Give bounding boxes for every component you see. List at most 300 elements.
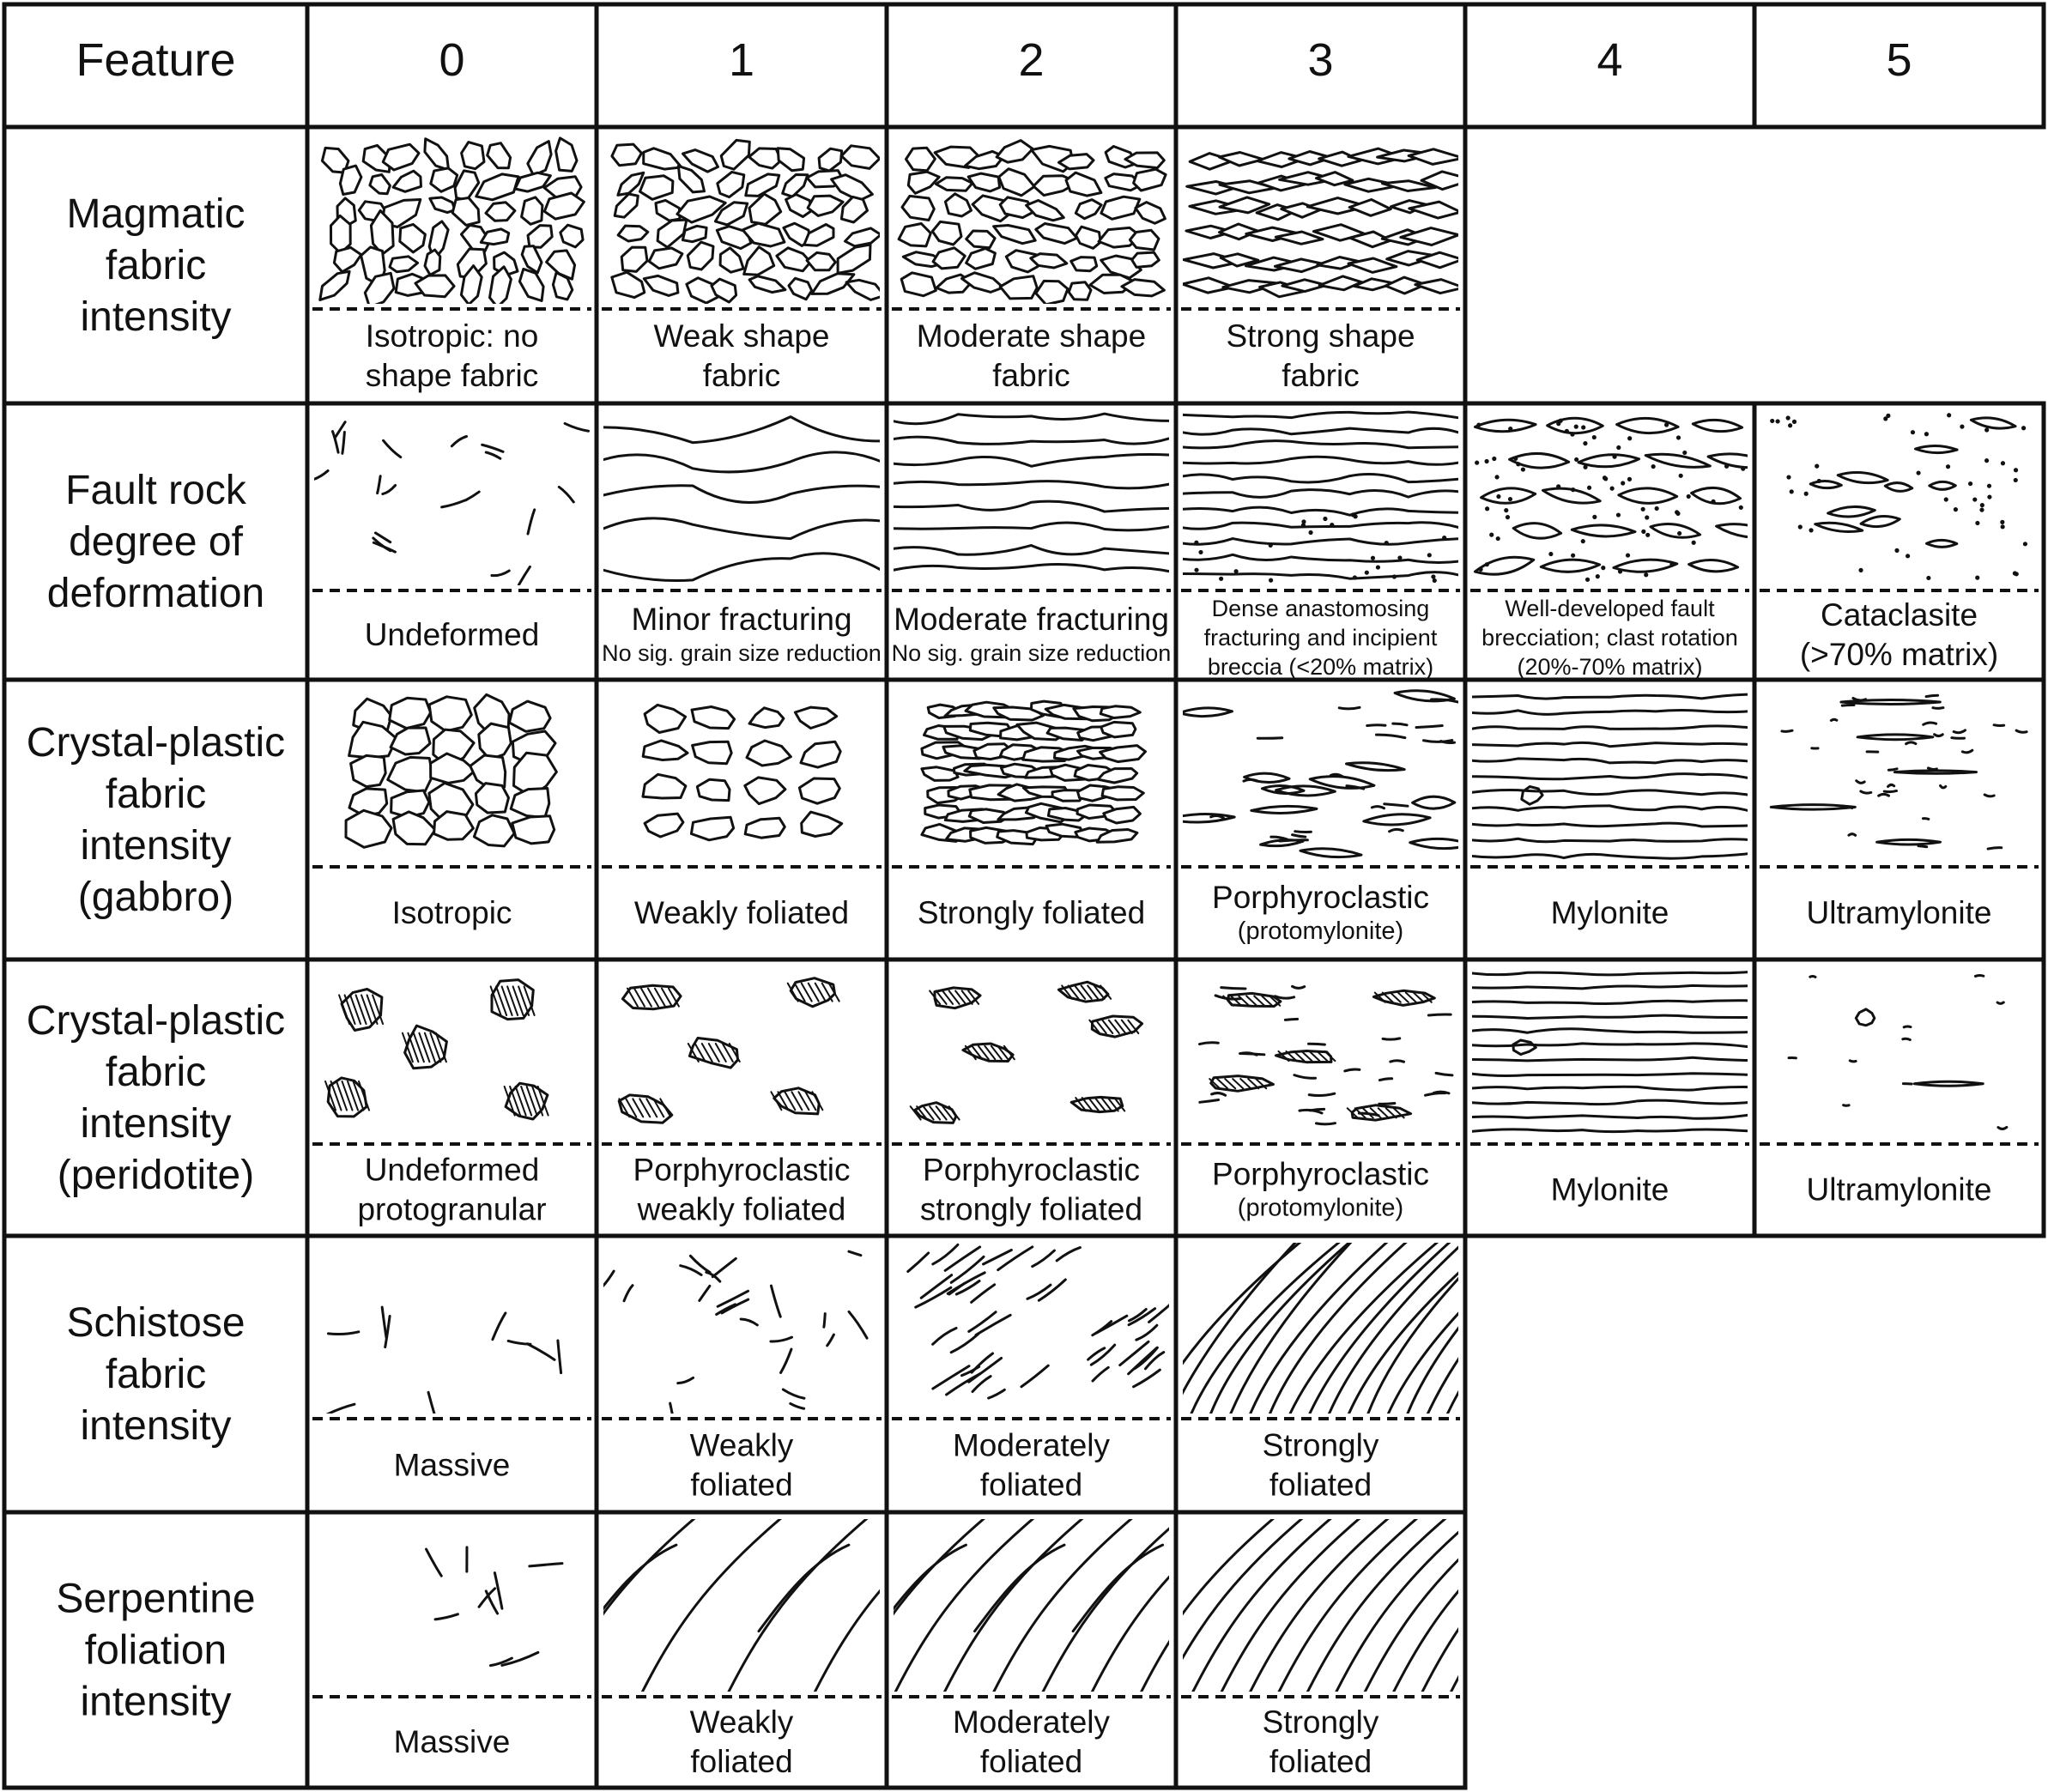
matrix-dot: [1354, 514, 1358, 518]
feature-label: Serpentine: [56, 1576, 256, 1622]
fracture-line: [885, 455, 1178, 467]
fracture-line: [1174, 572, 1467, 579]
crystal-shape: [945, 194, 971, 216]
serpentine-foliation: [552, 1510, 704, 1700]
fabric-mark: [1426, 1093, 1445, 1096]
fabric-mark: [378, 476, 381, 493]
crystal-shape: [908, 172, 939, 193]
fracture-line: [1174, 457, 1467, 464]
crystal-shape: [1134, 169, 1166, 191]
texture-illustration: [885, 414, 1178, 573]
matrix-dot: [1323, 517, 1327, 521]
crystal-shape: [519, 269, 543, 300]
crystal-shape: [682, 226, 706, 241]
clast: [1838, 472, 1887, 482]
matrix-dot: [1392, 574, 1397, 578]
fabric-mark: [1924, 723, 1936, 724]
matrix-dot: [1679, 474, 1683, 478]
crystal-shape: [1076, 227, 1101, 248]
matrix-dot: [1574, 425, 1578, 429]
clast: [1619, 488, 1677, 504]
fabric-mark: [565, 423, 588, 431]
matrix-dot: [1960, 425, 1964, 429]
matrix-dot: [2023, 542, 2027, 546]
crystal-shape: [1036, 281, 1068, 305]
matrix-dot: [1886, 414, 1890, 418]
matrix-dot: [1194, 541, 1198, 545]
matrix-dot: [1581, 425, 1585, 429]
feature-label: deformation: [46, 571, 265, 616]
crystal-shape: [906, 148, 936, 171]
feature-label: intensity: [80, 1679, 232, 1725]
fabric-mark: [518, 566, 530, 584]
fabric-mark: [771, 1337, 792, 1341]
fabric-mark: [310, 470, 328, 480]
texture-illustration: [346, 694, 556, 847]
grain-shape: [922, 767, 958, 781]
feature-label: intensity: [80, 1403, 232, 1449]
fabric-mark: [771, 1286, 780, 1317]
matrix-dot: [1371, 556, 1375, 560]
cell-caption: Mylonite: [1550, 1171, 1669, 1208]
grain-shape: [391, 728, 430, 754]
fabric-mark: [1416, 726, 1442, 728]
texture-illustration: [1174, 412, 1467, 583]
matrix-dot: [1308, 530, 1312, 535]
fabric-mark: [1857, 781, 1864, 784]
cell-caption: Weakly: [689, 1704, 794, 1740]
matrix-dot: [1741, 467, 1745, 471]
texture-illustration: [599, 1251, 867, 1426]
matrix-dot: [1494, 475, 1499, 479]
matrix-dot: [1616, 512, 1621, 517]
crystal-shape: [819, 148, 842, 171]
clast: [1645, 454, 1710, 467]
fabric-mark: [1952, 738, 1965, 739]
fabric-mark: [558, 1341, 561, 1373]
fabric-mark: [1391, 1061, 1404, 1062]
crystal-shape: [968, 173, 999, 191]
fabric-mark: [1393, 723, 1407, 725]
matrix-dot: [1626, 553, 1630, 557]
feature-label: (gabbro): [77, 875, 234, 920]
mylonite-foliation: [1472, 806, 1748, 810]
fabric-mark: [908, 1253, 929, 1272]
matrix-dot: [1788, 423, 1792, 427]
fabric-mark: [2016, 730, 2027, 732]
fabric-mark: [1134, 1370, 1160, 1387]
crystal-shape: [649, 248, 682, 269]
matrix-dot: [1984, 458, 1989, 463]
fabric-mark: [451, 436, 466, 445]
matrix-dot: [1610, 487, 1615, 491]
fabric-mark: [678, 1377, 694, 1383]
clast: [1916, 446, 1958, 453]
grain-shape: [1102, 787, 1143, 800]
crystal-shape: [994, 226, 1036, 244]
matrix-dot: [1301, 523, 1306, 527]
fracture-line: [885, 436, 1178, 445]
matrix-dot: [1476, 422, 1481, 427]
matrix-dot: [1947, 413, 1951, 417]
mylonite-foliation: [1472, 710, 1748, 714]
crystal-shape: [838, 245, 870, 273]
crystal-shape: [657, 220, 687, 247]
cell-caption: Weakly foliated: [633, 895, 850, 930]
cell-caption: brecciation; clast rotation: [1481, 625, 1738, 651]
fabric-mark: [323, 1404, 354, 1416]
crystal-shape: [932, 221, 961, 245]
schistosity-line: [1168, 1234, 1303, 1422]
header-grade-5: 5: [1886, 34, 1912, 86]
header-grade-0: 0: [439, 34, 465, 86]
crystal-shape: [644, 275, 678, 295]
fabric-mark: [427, 1549, 442, 1576]
crystal-shape: [808, 196, 843, 215]
feature-label: Schistose: [66, 1300, 245, 1346]
mylonite-foliation: [1472, 854, 1748, 858]
fabric-mark: [1923, 819, 1928, 820]
crystal-shape: [334, 247, 361, 271]
matrix-dot: [1924, 432, 1929, 436]
grain-shape: [795, 707, 836, 728]
fabric-mark: [849, 1251, 861, 1256]
mylonite-foliation: [1472, 1001, 1748, 1004]
fabric-mark: [933, 1244, 958, 1264]
matrix-dot: [1492, 457, 1496, 461]
matrix-dot: [1627, 436, 1632, 440]
matrix-dot: [1621, 481, 1625, 485]
matrix-dot: [1651, 464, 1656, 469]
cell-caption-note: (protomylonite): [1237, 917, 1404, 945]
fabric-mark: [1988, 848, 2002, 849]
texture-illustration: [619, 978, 839, 1123]
matrix-dot: [1330, 523, 1334, 527]
crystal-shape: [1132, 252, 1160, 267]
cell-caption: Moderately: [952, 1427, 1111, 1463]
crystal-shape: [522, 197, 542, 224]
matrix-dot: [1478, 567, 1482, 572]
fabric-mark: [1390, 829, 1403, 831]
matrix-dot: [1592, 515, 1597, 519]
texture-illustration: [427, 1547, 562, 1666]
porphyroclast: [1410, 838, 1472, 848]
matrix-dot: [1987, 494, 1991, 499]
fabric-mark: [783, 1389, 804, 1398]
cell-caption: strongly foliated: [919, 1191, 1143, 1227]
fabric-mark: [1136, 1325, 1157, 1340]
feature-label: intensity: [80, 1101, 232, 1147]
porphyroclast: [1347, 763, 1405, 771]
cell-caption: foliated: [1269, 1467, 1372, 1503]
serpentine-foliation: [941, 1510, 1093, 1700]
crystal-shape: [688, 242, 713, 269]
crystal-shape: [749, 276, 785, 293]
matrix-dot: [1786, 415, 1790, 420]
cell-caption: Minor fracturing: [631, 602, 852, 637]
feature-label: intensity: [80, 823, 232, 869]
fabric-mark: [1212, 1093, 1226, 1096]
fabric-mark: [969, 1312, 996, 1332]
mylonite-foliation: [1472, 742, 1748, 746]
crystal-shape: [807, 252, 835, 269]
clast: [1927, 540, 1957, 547]
matrix-dot: [1980, 503, 1984, 507]
grain-shape: [643, 741, 688, 760]
matrix-dot: [1508, 427, 1512, 431]
schistosity-line: [1208, 1234, 1359, 1422]
clast: [1885, 483, 1912, 492]
fabric-mark: [827, 1335, 834, 1346]
crystal-shape: [656, 200, 680, 221]
fracture-line: [1174, 523, 1467, 530]
mylonite-foliation: [1472, 1087, 1748, 1090]
header-grade-3: 3: [1307, 34, 1334, 86]
crystal-shape: [777, 248, 810, 271]
crystal-shape: [556, 138, 577, 172]
cell-caption: Well-developed fault: [1505, 596, 1715, 621]
matrix-dot: [2000, 520, 2004, 524]
feature-label: fabric: [105, 243, 207, 288]
fabric-mark: [493, 1313, 506, 1340]
fabric-mark: [1316, 1123, 1335, 1124]
fabric-mark: [486, 452, 500, 458]
grain-shape: [1100, 706, 1140, 718]
fabric-mark: [1436, 1073, 1452, 1075]
matrix-dot: [1397, 555, 1402, 560]
matrix-dot: [1682, 451, 1687, 455]
mylonite-foliation: [1472, 1029, 1748, 1033]
fabric-mark: [1271, 837, 1288, 839]
clast: [1692, 487, 1741, 503]
texture-illustration: [1168, 691, 1472, 857]
matrix-dot: [1548, 552, 1553, 556]
fabric-mark: [1906, 742, 1916, 744]
texture-illustration: [1199, 986, 1451, 1123]
serpentine-foliation: [1418, 1510, 1570, 1700]
serpentine-foliation: [1360, 1510, 1512, 1700]
clast: [1693, 420, 1742, 431]
fracture-line: [885, 501, 1178, 512]
crystal-shape: [430, 197, 455, 213]
matrix-dot: [1496, 494, 1500, 499]
feature-label: fabric: [105, 1050, 207, 1095]
matrix-dot: [1353, 575, 1357, 579]
cell-caption: Massive: [393, 1447, 511, 1483]
fabric-mark: [933, 1366, 969, 1389]
matrix-dot: [1946, 464, 1950, 469]
cell-caption: Moderate fracturing: [894, 602, 1169, 637]
fracture-line: [1174, 554, 1467, 562]
fabric-mark: [1021, 1365, 1048, 1387]
grain-shape: [691, 817, 733, 840]
fabric-mark: [530, 1564, 562, 1566]
ribbon: [1771, 805, 1855, 810]
serpentine-foliation: [724, 1510, 876, 1700]
matrix-dot: [1506, 515, 1510, 519]
fabric-mark: [1849, 834, 1856, 836]
fabric-mark: [486, 1591, 497, 1613]
crystal-shape: [899, 224, 930, 246]
fabric-mark: [383, 486, 396, 494]
cell-caption: Moderate shape: [916, 318, 1147, 354]
fabric-mark: [1339, 707, 1360, 709]
cell-caption: Porphyroclastic: [1212, 1156, 1429, 1192]
serpentine-foliation: [1332, 1510, 1484, 1700]
matrix-dot: [1954, 507, 1958, 512]
cell-caption: Ultramylonite: [1806, 895, 1992, 930]
matrix-dot: [1601, 566, 1605, 570]
crystal-shape: [902, 196, 934, 220]
fabric-mark: [951, 1256, 984, 1282]
fabric-mark: [989, 1389, 1005, 1398]
cell-caption: Strongly foliated: [917, 895, 1146, 930]
crystal-shape: [644, 148, 682, 169]
fabric-mark: [599, 1271, 614, 1290]
crystal-shape: [528, 142, 551, 176]
matrix-dot: [1556, 484, 1560, 488]
fabric-mark: [1954, 730, 1965, 733]
matrix-dot: [2001, 461, 2005, 465]
fabric-mark: [1853, 698, 1866, 700]
grain-shape: [511, 789, 549, 818]
cell-caption: Weakly: [689, 1427, 794, 1463]
feature-label: Fault rock: [65, 468, 246, 513]
grain-shape: [697, 779, 730, 800]
fabric-mark: [482, 445, 503, 451]
matrix-dot: [1269, 543, 1273, 548]
crystal-shape: [1319, 276, 1361, 290]
cell-caption: Moderately: [952, 1704, 1111, 1740]
fabric-mark: [1293, 835, 1306, 838]
matrix-dot: [1641, 507, 1645, 512]
matrix-dot: [1692, 541, 1696, 545]
crystal-shape: [400, 224, 426, 252]
cell-caption: Cataclasite: [1820, 597, 1978, 633]
fabric-mark: [382, 1307, 386, 1338]
header-grade-2: 2: [1018, 34, 1045, 86]
texture-illustration: [1183, 148, 1473, 297]
fabric-mark: [1888, 769, 1897, 770]
fabric-mark: [1962, 750, 1972, 753]
mylonite-foliation: [1472, 774, 1748, 779]
grain-shape: [479, 723, 512, 760]
schistosity-line: [1267, 1234, 1415, 1422]
crystal-shape: [560, 225, 583, 247]
cell-caption: fabric: [1282, 358, 1360, 393]
fabric-mark: [1376, 735, 1404, 738]
cell-caption: Weak shape: [653, 318, 830, 354]
serpentine-foliation: [1137, 1510, 1289, 1700]
matrix-dot: [1786, 475, 1790, 479]
clast: [1971, 418, 2015, 428]
cell-caption: (>70% matrix): [1799, 637, 1999, 672]
matrix-dot: [1570, 433, 1574, 437]
fracture-line: [595, 518, 888, 539]
header-grade-1: 1: [728, 34, 755, 86]
crystal-shape: [933, 248, 965, 269]
fabric-mark: [1294, 1075, 1316, 1079]
crystal-shape: [846, 280, 884, 300]
fabric-mark: [492, 571, 509, 576]
clast: [1930, 481, 1956, 489]
matrix-dot: [1804, 492, 1809, 496]
texture-illustration: [1131, 1510, 1598, 1700]
cell-caption: foliated: [1269, 1744, 1372, 1779]
matrix-dot: [1776, 419, 1780, 423]
schistosity-line: [1483, 1234, 1630, 1422]
crystal-shape: [845, 228, 882, 246]
fracture-line: [1174, 412, 1467, 419]
header-grade-4: 4: [1597, 34, 1623, 86]
texture-illustration: [899, 141, 1166, 305]
crystal-shape: [778, 148, 803, 171]
crystal-shape: [999, 169, 1034, 196]
grain-shape: [645, 814, 683, 837]
serpentine-foliation: [891, 1510, 1043, 1700]
serpentine-foliation: [639, 1510, 791, 1700]
matrix-dot: [1427, 553, 1432, 557]
matrix-dot: [1894, 548, 1899, 553]
matrix-dot: [1675, 512, 1680, 516]
matrix-dot: [1433, 578, 1437, 583]
clast: [1689, 560, 1738, 572]
porphyroclast: [1364, 814, 1430, 825]
matrix-dot: [1676, 435, 1681, 439]
matrix-dot: [1365, 571, 1369, 575]
mylonite-foliation: [1472, 823, 1748, 826]
cell-caption: Mylonite: [1550, 895, 1669, 930]
fabric-mark: [1844, 1105, 1850, 1106]
crystal-shape: [1027, 201, 1064, 221]
crystal-shape: [486, 203, 515, 221]
texture-illustration: [643, 705, 842, 839]
porphyroclast: [1513, 1040, 1536, 1055]
matrix-dot: [1198, 550, 1203, 554]
cell-caption: Undeformed: [364, 1152, 540, 1188]
crystal-shape: [488, 143, 511, 168]
grain-shape: [388, 757, 433, 792]
crystal-shape: [997, 141, 1033, 163]
feature-label: (peridotite): [57, 1153, 255, 1198]
grain-shape: [692, 707, 735, 729]
clast: [1617, 418, 1679, 433]
crystal-shape: [621, 247, 647, 271]
cell-caption: fracturing and incipient: [1203, 625, 1438, 651]
matrix-dot: [1815, 464, 1819, 469]
mylonite-foliation: [1472, 1057, 1748, 1061]
cell-caption: breccia (<20% matrix): [1207, 654, 1434, 680]
crystal-shape: [1136, 203, 1166, 224]
matrix-dot: [1596, 574, 1600, 578]
grain-shape: [474, 815, 514, 846]
fabric-mark: [328, 1332, 358, 1335]
clast: [1475, 420, 1536, 431]
crystal-shape: [749, 148, 782, 168]
fabric-mark: [466, 492, 480, 500]
clast: [1572, 525, 1635, 536]
feature-label: degree of: [69, 519, 243, 565]
crystal-shape: [966, 231, 995, 248]
matrix-dot: [1269, 578, 1273, 583]
crystal-shape: [749, 194, 781, 224]
fracture-line: [1174, 441, 1467, 448]
fabric-mark: [933, 1328, 956, 1344]
crystal-shape: [481, 229, 508, 245]
matrix-dot: [2014, 478, 2018, 482]
cell-caption: fabric: [702, 358, 781, 393]
fracture-line: [885, 414, 1178, 424]
